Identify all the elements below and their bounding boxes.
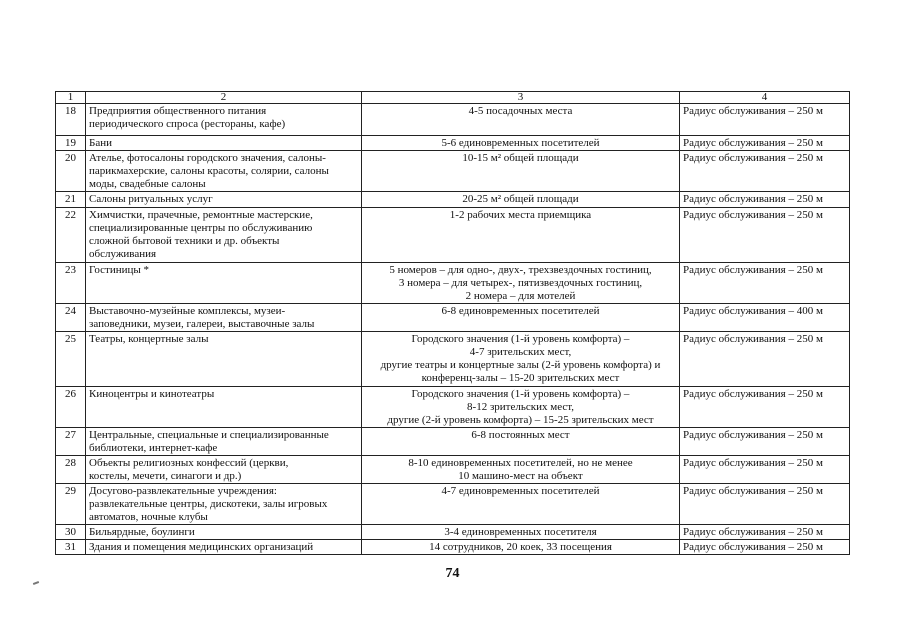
table-header-row <box>56 92 850 104</box>
norm-cell <box>362 104 680 136</box>
row-number: 28 <box>56 456 86 484</box>
object-name-line: Киноцентры и кинотеатры <box>89 388 215 400</box>
norm-line: 8-10 единовременных посетителей, но не менее <box>408 457 633 469</box>
norm-line: 20-25 м² общей площади <box>462 193 579 205</box>
service-radius-cell: Радиус обслуживания – 250 м <box>680 151 850 192</box>
row-number: 24 <box>56 304 86 332</box>
norm-line: 2 номера – для мотелей <box>465 290 576 302</box>
service-radius-cell: Радиус обслуживания – 250 м <box>680 540 850 555</box>
row-number: 26 <box>56 387 86 428</box>
object-name-line: заповедники, музеи, галереи, выставочные залы <box>89 318 315 330</box>
norm-line: 4-5 посадочных места <box>468 105 573 117</box>
scan-speck <box>33 581 39 585</box>
table-row <box>56 428 850 456</box>
norm-cell <box>362 387 680 428</box>
object-name-cell <box>86 332 362 387</box>
norm-line: 6-8 единовременных посетителей <box>441 305 600 317</box>
norm-line: 10-15 м² общей площади <box>462 152 579 164</box>
row-number: 25 <box>56 332 86 387</box>
object-name-cell <box>86 304 362 332</box>
object-name-line: Досугово-развлекательные учреждения: <box>89 485 277 497</box>
object-name-line: обслуживания <box>89 248 157 260</box>
object-name-cell <box>86 387 362 428</box>
service-radius-cell: Радиус обслуживания – 250 м <box>680 525 850 540</box>
table-row <box>56 104 850 136</box>
norm-cell <box>362 525 680 540</box>
row-number: 30 <box>56 525 86 540</box>
header-cell-2: 2 <box>86 92 362 104</box>
object-name-line: сложной бытовой техники и др. объекты <box>89 235 280 247</box>
table-row <box>56 192 850 208</box>
object-name-line: Гостиницы * <box>89 264 150 276</box>
norm-line: Городского значения (1-й уровень комфорта) – <box>411 333 630 345</box>
object-name-cell <box>86 525 362 540</box>
row-number: 27 <box>56 428 86 456</box>
object-name-line: развлекательные центры, дискотеки, залы игровых <box>89 498 328 510</box>
norm-cell <box>362 332 680 387</box>
row-number: 31 <box>56 540 86 555</box>
object-name-line: Объекты религиозных конфессий (церкви, <box>89 457 289 469</box>
norm-cell <box>362 428 680 456</box>
norm-line: 5 номеров – для одно-, двух-, трехзвездочных гостиниц, <box>389 264 652 276</box>
norm-cell <box>362 540 680 555</box>
object-name-line: моды, свадебные салоны <box>89 178 206 190</box>
table-row <box>56 208 850 263</box>
norm-line: 4-7 единовременных посетителей <box>441 485 600 497</box>
norm-cell <box>362 304 680 332</box>
service-radius-cell: Радиус обслуживания – 250 м <box>680 263 850 304</box>
table-row <box>56 332 850 387</box>
object-name-line: Предприятия общественного питания <box>89 105 267 117</box>
object-name-cell <box>86 192 362 208</box>
norm-line: 14 сотрудников, 20 коек, 33 посещения <box>429 541 612 553</box>
norm-cell <box>362 456 680 484</box>
object-name-cell <box>86 208 362 263</box>
object-name-line: Химчистки, прачечные, ремонтные мастерские, <box>89 209 313 221</box>
service-radius-cell: Радиус обслуживания – 250 м <box>680 104 850 136</box>
row-number: 29 <box>56 484 86 525</box>
object-name-cell <box>86 263 362 304</box>
object-name-line: Бильярдные, боулинги <box>89 526 195 538</box>
service-radius-cell: Радиус обслуживания – 250 м <box>680 484 850 525</box>
object-name-line: Салоны ритуальных услуг <box>89 193 213 205</box>
object-name-line: Бани <box>89 137 112 149</box>
norm-line: другие театры и концертные залы (2-й уровень комфорта) и <box>380 359 661 371</box>
norm-line: 10 машино-мест на объект <box>458 470 583 482</box>
service-radius-cell: Радиус обслуживания – 250 м <box>680 428 850 456</box>
object-name-cell <box>86 428 362 456</box>
page-number: 74 <box>445 566 460 581</box>
norm-line: Городского значения (1-й уровень комфорта) – <box>411 388 630 400</box>
object-name-line: периодического спроса (рестораны, кафе) <box>89 118 286 130</box>
table-row <box>56 304 850 332</box>
object-name-cell <box>86 456 362 484</box>
norm-cell <box>362 136 680 151</box>
row-number: 20 <box>56 151 86 192</box>
object-name-line: Здания и помещения медицинских организаций <box>89 541 314 553</box>
object-name-line: Выставочно-музейные комплексы, музеи- <box>89 305 286 317</box>
service-radius-cell: Радиус обслуживания – 250 м <box>680 208 850 263</box>
row-number: 21 <box>56 192 86 208</box>
header-cell-1: 1 <box>56 92 86 104</box>
norms-table <box>55 91 850 555</box>
object-name-line: автоматов, ночные клубы <box>89 511 208 523</box>
object-name-line: библиотеки, интернет-кафе <box>89 442 218 454</box>
row-number: 19 <box>56 136 86 151</box>
object-name-line: Центральные, специальные и специализированные <box>89 429 329 441</box>
row-number: 18 <box>56 104 86 136</box>
row-number: 22 <box>56 208 86 263</box>
object-name-cell <box>86 104 362 136</box>
norm-cell <box>362 484 680 525</box>
norm-cell <box>362 151 680 192</box>
norm-cell <box>362 192 680 208</box>
norm-line: 3-4 единовременных посетителя <box>444 526 597 538</box>
object-name-cell <box>86 484 362 525</box>
row-number: 23 <box>56 263 86 304</box>
table-row <box>56 456 850 484</box>
table-row <box>56 151 850 192</box>
header-cell-3: 3 <box>362 92 680 104</box>
service-radius-cell: Радиус обслуживания – 250 м <box>680 387 850 428</box>
norm-line: 1-2 рабочих места приемщика <box>449 209 592 221</box>
header-cell-4: 4 <box>680 92 850 104</box>
norm-line: 6-8 постоянных мест <box>471 429 570 441</box>
object-name-line: Театры, концертные залы <box>89 333 209 345</box>
service-radius-cell: Радиус обслуживания – 400 м <box>680 304 850 332</box>
norm-cell <box>362 208 680 263</box>
service-radius-cell: Радиус обслуживания – 250 м <box>680 456 850 484</box>
object-name-line: Ателье, фотосалоны городского значения, салоны- <box>89 152 326 164</box>
norm-cell <box>362 263 680 304</box>
service-radius-cell: Радиус обслуживания – 250 м <box>680 136 850 151</box>
object-name-cell <box>86 540 362 555</box>
service-radius-cell: Радиус обслуживания – 250 м <box>680 192 850 208</box>
norm-line: 4-7 зрительских мест, <box>469 346 572 358</box>
norm-line: 8-12 зрительских мест, <box>467 401 574 413</box>
table-row <box>56 540 850 555</box>
object-name-line: специализированные центры по обслуживанию <box>89 222 313 234</box>
object-name-cell <box>86 136 362 151</box>
object-name-line: костелы, мечети, синагоги и др.) <box>89 470 242 482</box>
norm-line: 5-6 единовременных посетителей <box>441 137 600 149</box>
table-row <box>56 136 850 151</box>
norm-line: 3 номера – для четырех-, пятизвездочных гостиниц, <box>398 277 643 289</box>
object-name-cell <box>86 151 362 192</box>
table-row <box>56 484 850 525</box>
service-radius-cell: Радиус обслуживания – 250 м <box>680 332 850 387</box>
table-row <box>56 263 850 304</box>
norm-line: конференц-залы – 15-20 зрительских мест <box>421 372 620 384</box>
object-name-line: парикмахерские, салоны красоты, солярии, салоны <box>89 165 329 177</box>
norm-line: другие (2-й уровень комфорта) – 15-25 зрительских мест <box>387 414 654 426</box>
table-row <box>56 387 850 428</box>
table-row <box>56 525 850 540</box>
